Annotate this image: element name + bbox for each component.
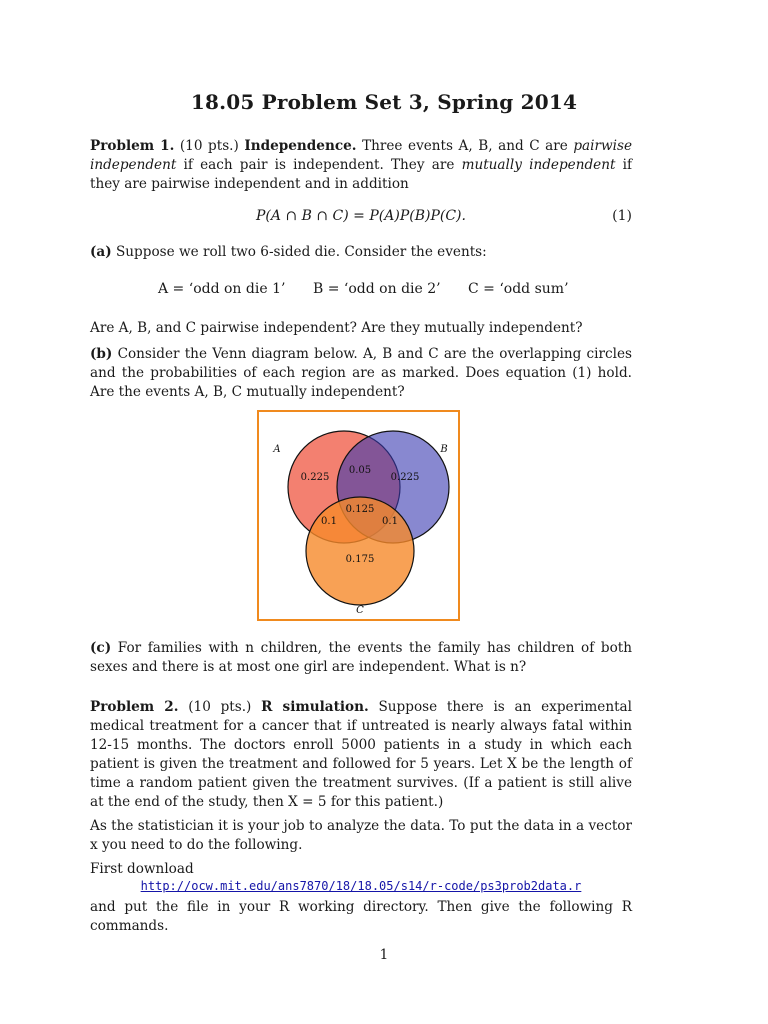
problem2-points: (10 pts.) bbox=[188, 699, 252, 715]
part-c-label: (c) bbox=[90, 640, 112, 656]
venn-label-a: A bbox=[273, 444, 281, 455]
part-a-question bbox=[90, 319, 632, 338]
part-a-question-text: Are A, B, and C pairwise independent? Are they mutually independent? bbox=[90, 320, 583, 336]
page-title: 18.05 Problem Set 3, Spring 2014 bbox=[190, 90, 578, 114]
part-a-label: (a) bbox=[90, 244, 112, 260]
event-b: B = ‘odd on die 2’ bbox=[313, 281, 441, 297]
problem1-intro-text-3: if they are pairwise independent and in addition bbox=[90, 157, 632, 192]
part-b-text: Consider the Venn diagram below. A, B and C are the overlapping circles and the probabilities of each region are as marked. Does equation (1) hold. Are the events A, B, C mutually independent? bbox=[90, 346, 632, 400]
event-a: A = ‘odd on die 1’ bbox=[158, 281, 286, 297]
region-a-only: 0.225 bbox=[300, 472, 330, 483]
after-link bbox=[90, 898, 632, 936]
region-ab-only: 0.05 bbox=[348, 465, 372, 476]
venn-diagram bbox=[259, 412, 459, 619]
region-ac-only: 0.1 bbox=[321, 516, 337, 527]
problem1-topic: Independence. bbox=[244, 138, 357, 154]
region-b-only: 0.225 bbox=[390, 472, 420, 483]
part-a-text: Suppose we roll two 6-sided die. Consider the events: bbox=[111, 244, 487, 260]
equation-1-line bbox=[90, 208, 632, 228]
problem1-intro-text-1: Three events A, B, and C are bbox=[362, 138, 574, 154]
page-number: 1 bbox=[379, 947, 389, 963]
download-link[interactable]: http://ocw.mit.edu/ans7870/18/18.05/s14/r-code/ps3prob2data.r bbox=[140, 879, 582, 893]
problem2-para2-text: As the statistician it is your job to analyze the data. To put the data in a vector x you need to do the following. bbox=[90, 818, 632, 853]
problem1-intro bbox=[90, 137, 632, 194]
part-b-label: (b) bbox=[90, 346, 113, 362]
part-b bbox=[90, 345, 632, 402]
part-a bbox=[90, 243, 632, 262]
equation-number: (1) bbox=[612, 208, 632, 224]
problem2-heading: Problem 2. bbox=[90, 699, 179, 715]
after-link-text: and put the file in your R working directory. Then give the following R commands. bbox=[90, 899, 632, 934]
problem2-intro bbox=[90, 698, 632, 812]
region-abc: 0.125 bbox=[345, 504, 375, 515]
problem1-heading: Problem 1. bbox=[90, 138, 175, 154]
venn-label-c: C bbox=[356, 605, 364, 616]
region-bc-only: 0.1 bbox=[382, 516, 398, 527]
problem1-intro-text-2: if each pair is independent. They are bbox=[176, 157, 462, 173]
problem2-para2 bbox=[90, 817, 632, 855]
term-pairwise-independent: pairwise independent bbox=[90, 138, 633, 173]
problem2-text: Suppose there is an experimental medical treatment for a cancer that if untreated is nearly always fatal within 12-15 months. The doctors enroll 5000 patients in a study in which each patient is given the treatment and followed for 5 years. Let X be the length of time a random patient given the treatment survives. (If a patient is still alive at the end of the study, then X = 5 for this patient.) bbox=[90, 699, 633, 810]
problem2-topic: R simulation. bbox=[261, 699, 369, 715]
venn-diagram-frame bbox=[257, 410, 460, 621]
problem1-points: (10 pts.) bbox=[179, 138, 239, 154]
equation-1: P(A ∩ B ∩ C) = P(A)P(B)P(C). bbox=[256, 208, 466, 224]
first-download-text: First download bbox=[90, 861, 194, 877]
venn-label-b: B bbox=[440, 444, 448, 455]
part-c-text: For families with n children, the events the family has children of both sexes and there is at most one girl are independent. What is n? bbox=[90, 640, 632, 675]
term-mutually-independent: mutually independent bbox=[461, 157, 616, 173]
first-download bbox=[90, 860, 632, 879]
event-c: C = ‘odd sum’ bbox=[468, 281, 569, 297]
part-c bbox=[90, 639, 632, 677]
region-c-only: 0.175 bbox=[345, 554, 375, 565]
